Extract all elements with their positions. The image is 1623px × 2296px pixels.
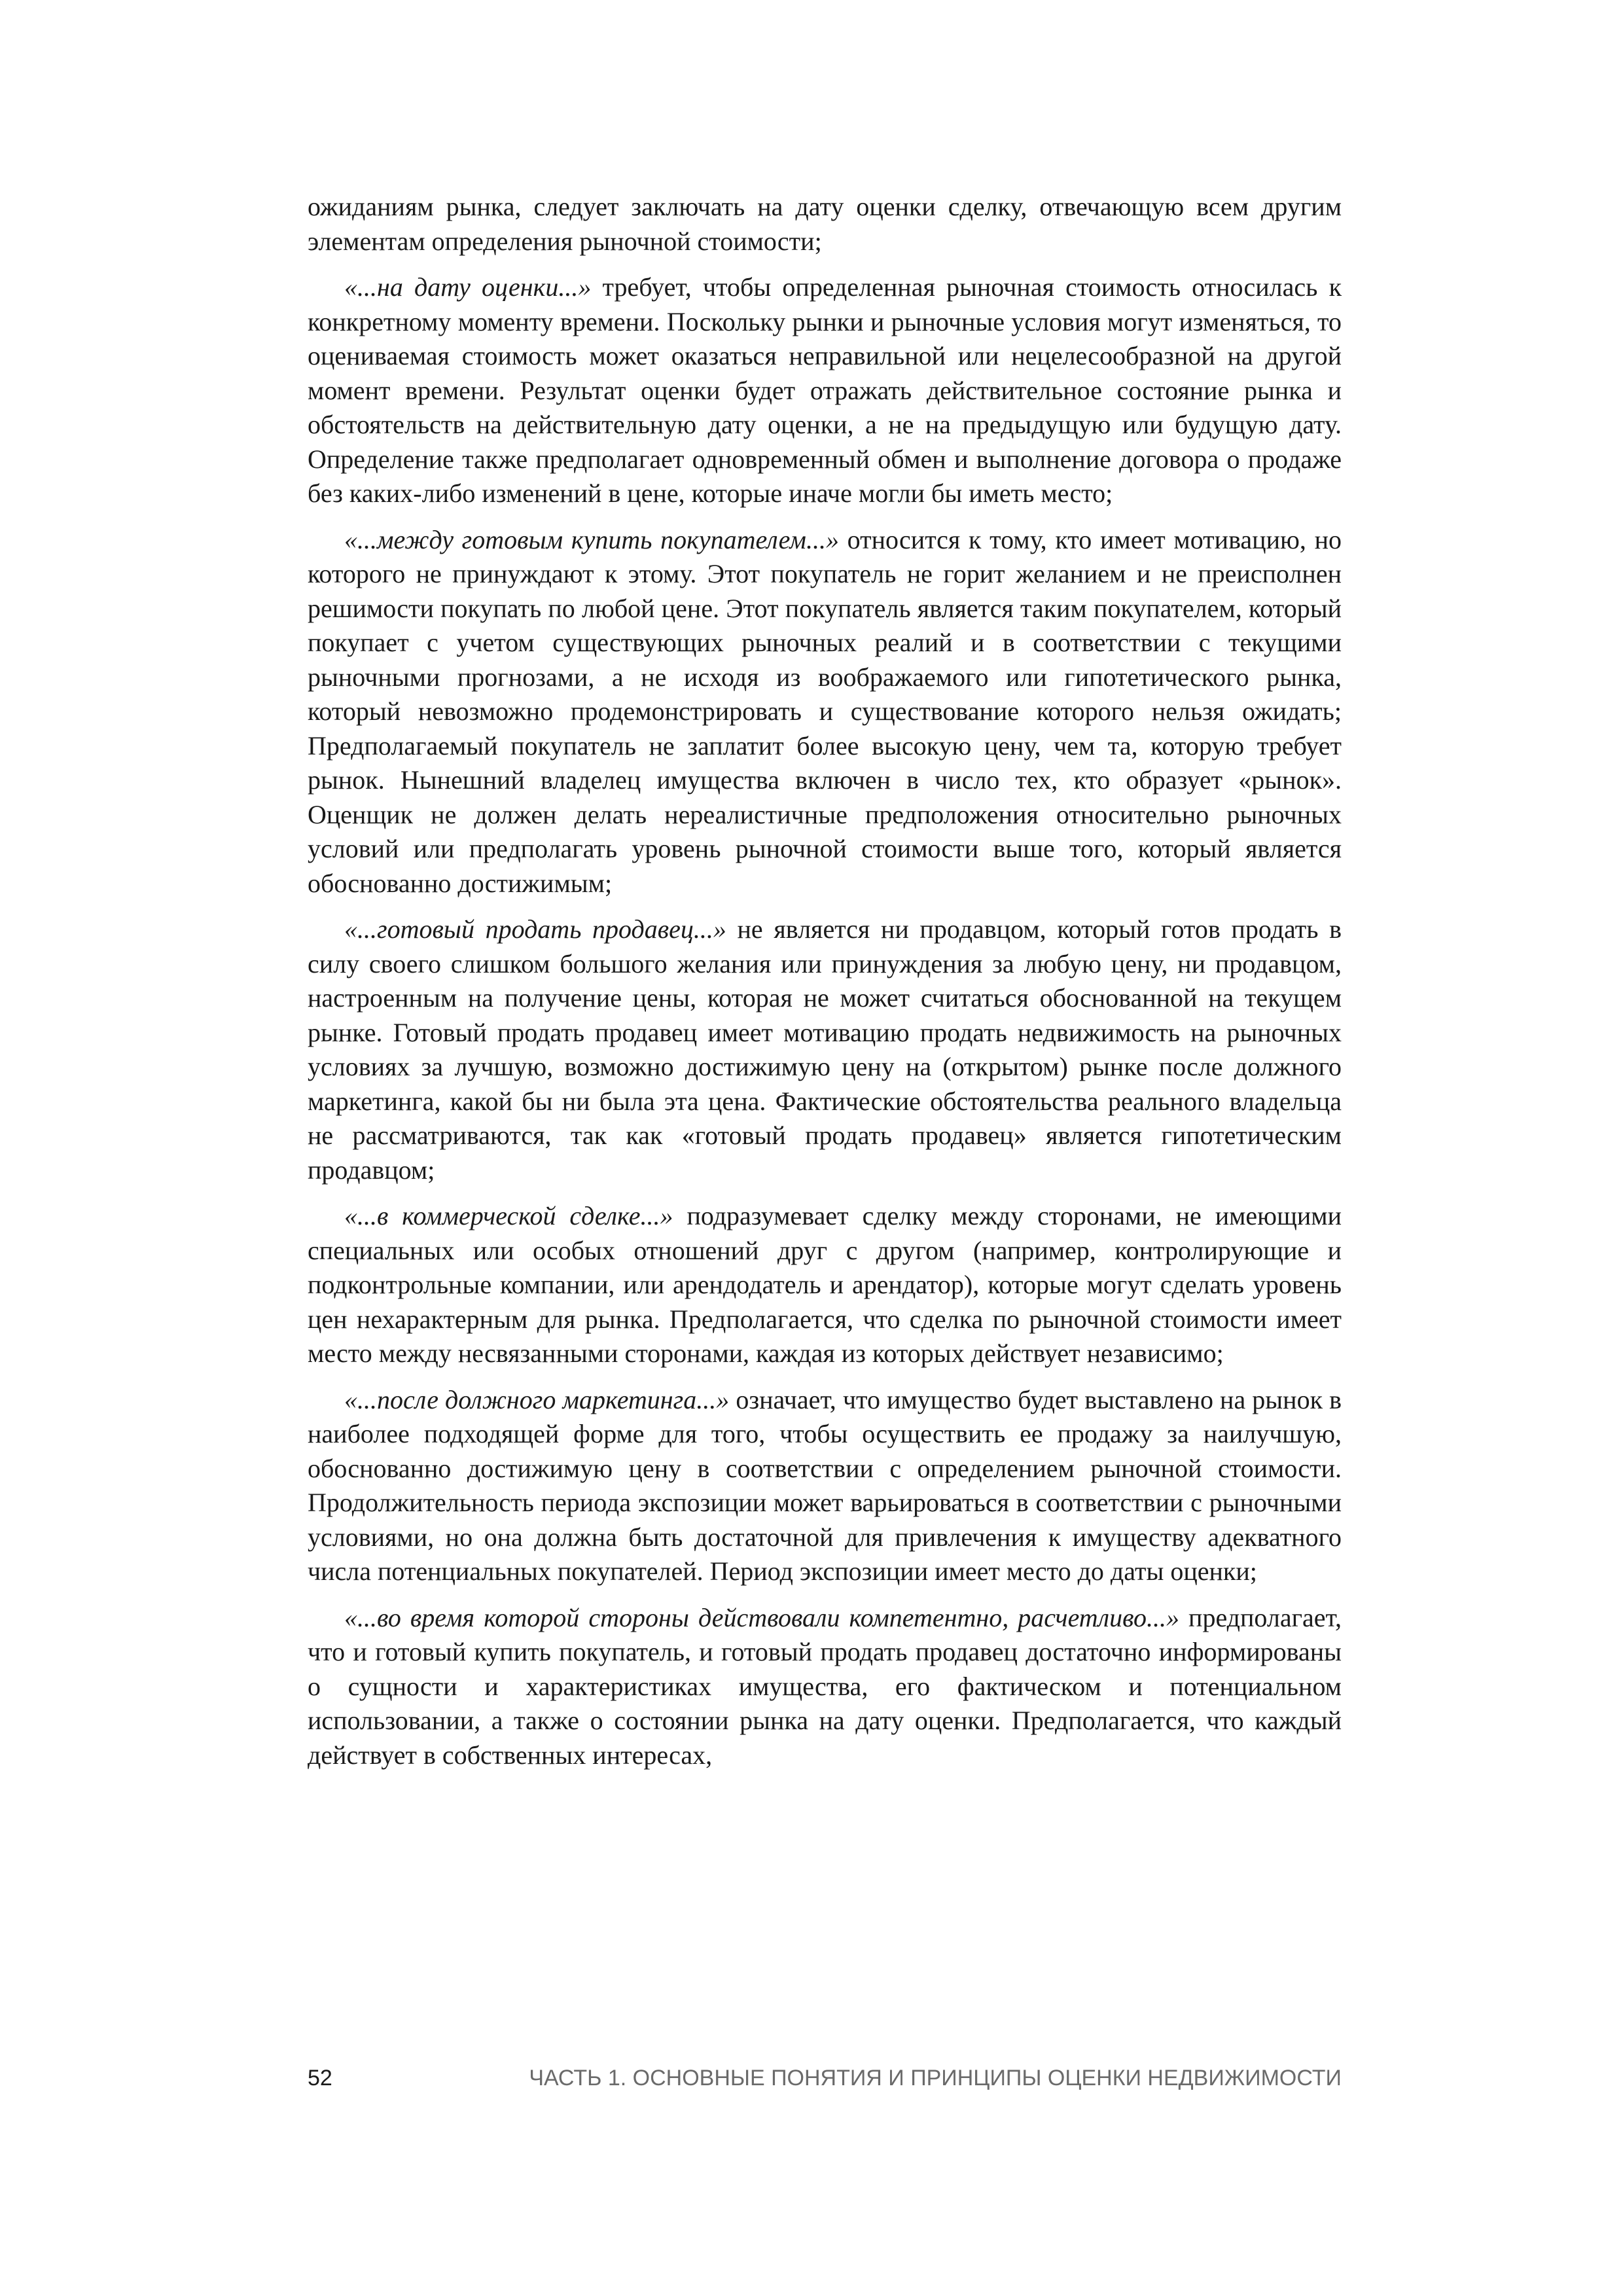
page-number: 52 [308,2066,332,2090]
paragraph-proper-marketing [308,1383,1342,1589]
paragraph-text: ожиданиям рынка, следует заключать на дату оценки сделку, отвечающую всем другим элементам определения рыночной стоимости; [308,192,1342,256]
running-title: ЧАСТЬ 1. ОСНОВНЫЕ ПОНЯТИЯ И ПРИНЦИПЫ ОЦЕНКИ НЕДВИЖИМОСТИ [529,2066,1342,2090]
defined-term: «...между готовым купить покупателем...» [344,524,839,554]
paragraph-text: предполагает, что и готовый купить покупатель, и готовый продать продавец достаточно информированы о сущности и характеристиках имущества, его фактическом и потенциальном использовании, а также о состоянии рынка на дату оценки. Предполагается, что каждый действует в собственных интересах, [308,1602,1342,1770]
paragraph-text: не является ни продавцом, который готов продать в силу своего слишком большого желания или принуждения за любую цену, ни продавцом, настроенным на получение цены, которая не может считаться обоснованной на текущем рынке. Готовый продать продавец имеет мотивацию продать недвижимость на рыночных условиях за лучшую, возможно достижимую цену на (открытом) рынке после должного маркетинга, какой бы ни была эта цена. Фактические обстоятельства реального владельца не рассматриваются, так как «готовый продать продавец» является гипотетическим продавцом; [308,914,1342,1185]
paragraph-willing-buyer [308,523,1342,901]
paragraph-willing-seller [308,912,1342,1187]
paragraph-text: требует, чтобы определенная рыночная стоимость относилась к конкретному моменту времени. Поскольку рынки и рыночные условия могут изменяться, то оцениваемая стоимость может оказаться неправильной или нецелесообразной на другой момент времени. Результат оценки будет отражать действительное состояние рынка и обстоятельств на действительную дату оценки, а не на предыдущую или будущую дату. Определение также предполагает одновременный обмен и выполнение договора о продаже без каких-либо изменений в цене, которые иначе могли бы иметь место; [308,272,1342,508]
page-footer [308,2062,1342,2094]
defined-term: «...в коммерческой сделке...» [344,1201,673,1230]
defined-term: «...на дату оценки...» [344,272,592,302]
defined-term: «...во время которой стороны действовали компетентно, расчетливо...» [344,1602,1179,1632]
paragraph-arms-length [308,1199,1342,1371]
defined-term: «...готовый продать продавец...» [344,914,726,944]
paragraph-text: относится к тому, кто имеет мотивацию, но которого не принуждают к этому. Этот покупатель не горит желанием и не преисполнен решимости покупать по любой цене. Этот покупатель является таким покупателем, который покупает с учетом существующих рыночных реалий и в соответствии с текущими рыночными прогнозами, а не исходя из воображаемого или гипотетического рынка, который невозможно продемонстрировать и существование которого нельзя ожидать; Предполагаемый покупатель не заплатит более высокую цену, чем та, которую требует рынок. Нынешний владелец имущества включен в число тех, кто образует «рынок». Оценщик не должен делать нереалистичные предположения относительно рыночных условий или предполагать уровень рыночной стоимости выше того, который является обоснованно достижимым; [308,524,1342,898]
defined-term: «...после должного маркетинга...» [344,1384,730,1414]
paragraph-knowledgeably-prudently [308,1601,1342,1773]
paragraph-continuation [308,190,1342,259]
paragraph-text: означает, что имущество будет выставлено на рынок в наиболее подходящей форме для того, чтобы осуществить ее продажу за наилучшую, обоснованно достижимую цену в соответствии с определением рыночной стоимости. Продолжительность периода экспозиции может варьироваться в соответствии с рыночными условиями, но она должна быть достаточной для привлечения к имуществу адекватного числа потенциальных покупателей. Период экспозиции имеет место до даты оценки; [308,1384,1342,1586]
paragraph-text: подразумевает сделку между сторонами, не имеющими специальных или особых отношений друг с другом (например, контролирующие и подконтрольные компании, или арендодатель и арендатор), которые могут сделать уровень цен нехарактерным для рынка. Предполагается, что сделка по рыночной стоимости имеет место между несвязанными сторонами, каждая из которых действует независимо; [308,1201,1342,1368]
paragraph-on-valuation-date [308,270,1342,511]
body-text [308,190,1342,1784]
